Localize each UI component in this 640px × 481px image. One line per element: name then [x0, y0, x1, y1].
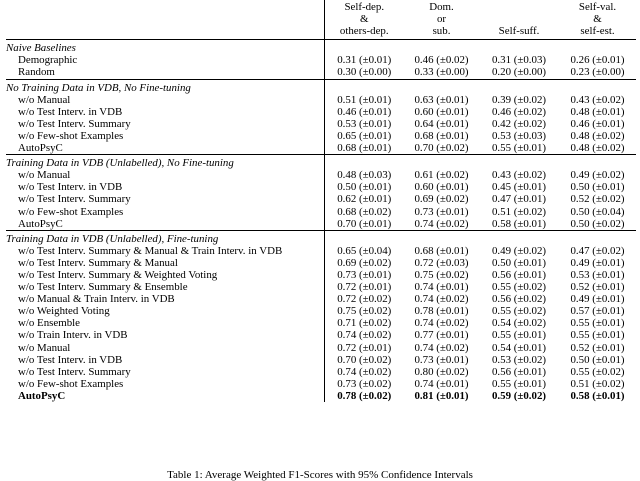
table-row [6, 269, 636, 281]
row-label: w/o Test Interv. Summary [18, 193, 131, 206]
table-row [6, 305, 636, 317]
table-cell: 0.23 (±0.00) [570, 66, 625, 79]
header-blank-cell [6, 0, 324, 40]
table-row [6, 169, 636, 181]
table-cell: 0.64 (±0.01) [414, 117, 469, 130]
table-cell: 0.71 (±0.02) [324, 317, 404, 329]
table-cell: 0.52 (±0.01) [570, 341, 625, 354]
table-caption: Table 1: Average Weighted F1-Scores with 95% Confidence Intervals [167, 469, 473, 481]
table-row [6, 317, 636, 329]
table-cell: 0.65 (±0.04) [324, 245, 404, 257]
section-title-spacer [404, 40, 479, 55]
table-cell: 0.55 (±0.01) [491, 142, 547, 155]
table-cell: 0.42 (±0.02) [491, 117, 547, 130]
table-cell: 0.74 (±0.01) [414, 377, 469, 390]
section-title-spacer [324, 230, 404, 245]
table-row [6, 106, 636, 118]
table-cell: 0.56 (±0.02) [491, 293, 547, 306]
table-row [6, 257, 636, 269]
table-cell: 0.70 (±0.02) [414, 142, 469, 155]
table-cell: 0.55 (±0.01) [570, 329, 625, 342]
header-self-dep: Self-dep. & others-dep. [324, 0, 404, 40]
table-row [6, 218, 636, 231]
table-cell: 0.50 (±0.01) [570, 181, 625, 194]
table-cell: 0.58 (±0.01) [491, 217, 547, 230]
row-label: w/o Few-shot Examples [18, 205, 124, 218]
table-row [6, 130, 636, 142]
section-title-spacer [479, 155, 559, 170]
table-cell: 0.50 (±0.01) [324, 181, 404, 193]
table-cell: 0.50 (±0.01) [491, 256, 547, 269]
table-cell: 0.57 (±0.01) [570, 305, 625, 318]
table-cell: 0.55 (±0.02) [570, 365, 625, 378]
section-title-spacer [559, 79, 636, 94]
table-cell: 0.52 (±0.02) [570, 193, 625, 206]
table-cell: 0.50 (±0.04) [570, 205, 625, 218]
row-label: w/o Test Interv. in VDB [18, 105, 123, 118]
results-table [6, 0, 636, 402]
table-cell: 0.78 (±0.01) [414, 305, 469, 318]
table-row [6, 142, 636, 155]
table-row [6, 378, 636, 390]
section-title-spacer [404, 230, 479, 245]
table-row [6, 366, 636, 378]
table-row [6, 293, 636, 305]
table-cell: 0.48 (±0.01) [570, 105, 625, 118]
table-cell: 0.43 (±0.02) [491, 169, 547, 182]
table-row [6, 245, 636, 257]
table-cell: 0.81 (±0.01) [414, 389, 469, 402]
table-cell: 0.74 (±0.02) [414, 317, 469, 330]
table-cell: 0.73 (±0.02) [324, 378, 404, 390]
section-title: No Training Data in VDB, No Fine-tuning [6, 79, 324, 94]
section-title-spacer [559, 230, 636, 245]
table-cell: 0.68 (±0.02) [324, 206, 404, 218]
table-cell: 0.69 (±0.02) [324, 257, 404, 269]
row-label: w/o Train Interv. in VDB [18, 329, 128, 342]
table-row [6, 181, 636, 193]
table-cell: 0.58 (±0.01) [570, 389, 625, 402]
table-cell: 0.68 (±0.01) [414, 244, 469, 257]
table-cell: 0.49 (±0.01) [570, 293, 625, 306]
table-cell: 0.53 (±0.02) [491, 353, 547, 366]
table-cell: 0.30 (±0.00) [324, 66, 404, 79]
row-label: w/o Test Interv. Summary & Weighted Voting [18, 268, 218, 281]
table-row [6, 329, 636, 341]
table-cell: 0.72 (±0.02) [324, 293, 404, 305]
table-cell: 0.74 (±0.02) [324, 366, 404, 378]
section-title-spacer [324, 155, 404, 170]
table-cell: 0.53 (±0.01) [324, 118, 404, 130]
table-cell: 0.33 (±0.00) [414, 66, 469, 79]
section-title-spacer [324, 40, 404, 55]
header-self-suff: Self-suff. [498, 25, 540, 38]
table-cell: 0.55 (±0.01) [491, 329, 547, 342]
table-cell: 0.70 (±0.02) [324, 354, 404, 366]
section-title: Training Data in VDB (Unlabelled), Fine-tuning [6, 230, 324, 245]
table-cell: 0.43 (±0.02) [570, 93, 625, 106]
row-label: w/o Manual [18, 169, 71, 182]
table-cell: 0.56 (±0.01) [491, 365, 547, 378]
table-cell: 0.63 (±0.01) [414, 93, 469, 106]
table-cell: 0.70 (±0.01) [324, 218, 404, 231]
table-cell: 0.45 (±0.01) [491, 181, 547, 194]
table-cell: 0.46 (±0.01) [324, 106, 404, 118]
row-label: w/o Test Interv. Summary [18, 365, 131, 378]
section-title-spacer [479, 79, 559, 94]
table-header-row [6, 0, 636, 40]
section-title-spacer [324, 79, 404, 94]
table-cell: 0.54 (±0.01) [491, 341, 547, 354]
table-cell: 0.51 (±0.01) [324, 94, 404, 106]
table-cell: 0.46 (±0.02) [491, 105, 547, 118]
table-cell: 0.74 (±0.01) [414, 281, 469, 294]
table-cell: 0.62 (±0.01) [324, 193, 404, 205]
row-label: Demographic [18, 54, 78, 67]
table-cell: 0.77 (±0.01) [414, 329, 469, 342]
section-title: Naive Baselines [6, 40, 324, 55]
table-cell: 0.65 (±0.01) [324, 130, 404, 142]
section-title-spacer [559, 155, 636, 170]
table-cell: 0.74 (±0.02) [414, 293, 469, 306]
table-cell: 0.69 (±0.02) [414, 193, 469, 206]
table-cell: 0.55 (±0.02) [491, 305, 547, 318]
row-label: w/o Test Interv. Summary & Manual [18, 256, 178, 269]
table-cell: 0.51 (±0.02) [491, 205, 547, 218]
table-cell: 0.74 (±0.02) [414, 217, 469, 230]
table-cell: 0.75 (±0.02) [414, 268, 469, 281]
header-dom-sub: Dom. or sub. [429, 1, 454, 38]
table-cell: 0.74 (±0.02) [324, 329, 404, 341]
table-cell: 0.51 (±0.02) [570, 377, 625, 390]
header-self-val: Self-val. & self-est. [578, 1, 617, 38]
table-cell: 0.20 (±0.00) [491, 66, 547, 79]
section-title-row [6, 40, 636, 55]
row-label: w/o Test Interv. Summary & Ensemble [18, 281, 188, 294]
table-cell: 0.46 (±0.02) [414, 54, 469, 67]
row-label: w/o Weighted Voting [18, 305, 110, 318]
table-cell: 0.49 (±0.02) [491, 244, 547, 257]
table-cell: 0.52 (±0.01) [570, 281, 625, 294]
table-cell: 0.68 (±0.01) [414, 129, 469, 142]
row-label: w/o Test Interv. Summary & Manual & Train Interv. in VDB [18, 244, 283, 257]
row-label: AutoPsyC [18, 389, 66, 402]
table-cell: 0.74 (±0.02) [414, 341, 469, 354]
row-label: w/o Test Interv. in VDB [18, 353, 123, 366]
table-cell: 0.50 (±0.01) [570, 353, 625, 366]
table-cell: 0.60 (±0.01) [414, 181, 469, 194]
section-title-row [6, 79, 636, 94]
table-cell: 0.68 (±0.01) [324, 142, 404, 155]
table-cell: 0.73 (±0.01) [324, 269, 404, 281]
section-title: Training Data in VDB (Unlabelled), No Fine-tuning [6, 155, 324, 170]
table-cell: 0.49 (±0.02) [570, 169, 625, 182]
row-label: w/o Test Interv. in VDB [18, 181, 123, 194]
table-cell: 0.54 (±0.02) [491, 317, 547, 330]
table-cell: 0.47 (±0.02) [570, 244, 625, 257]
row-label: w/o Few-shot Examples [18, 129, 124, 142]
section-title-spacer [559, 40, 636, 55]
row-label: w/o Manual [18, 341, 71, 354]
table-cell: 0.48 (±0.02) [570, 129, 625, 142]
table-cell: 0.46 (±0.01) [570, 117, 625, 130]
section-title-row [6, 155, 636, 170]
table-row [6, 118, 636, 130]
table-row [6, 54, 636, 66]
row-label: w/o Manual & Train Interv. in VDB [18, 293, 175, 306]
section-title-spacer [479, 230, 559, 245]
table-row [6, 354, 636, 366]
table-row [6, 390, 636, 402]
table-cell: 0.48 (±0.02) [570, 142, 625, 155]
table-cell: 0.72 (±0.03) [414, 256, 469, 269]
table-cell: 0.31 (±0.01) [324, 54, 404, 66]
table-cell: 0.55 (±0.02) [491, 281, 547, 294]
table-cell: 0.39 (±0.02) [491, 93, 547, 106]
table-row [6, 281, 636, 293]
table-row [6, 66, 636, 79]
table-cell: 0.26 (±0.01) [570, 54, 625, 67]
row-label: AutoPsyC [18, 217, 63, 230]
row-label: w/o Few-shot Examples [18, 377, 124, 390]
row-label: w/o Ensemble [18, 317, 81, 330]
table-cell: 0.56 (±0.01) [491, 268, 547, 281]
table-cell: 0.80 (±0.02) [414, 365, 469, 378]
results-table-container [6, 0, 636, 402]
table-cell: 0.78 (±0.02) [324, 390, 404, 402]
table-cell: 0.53 (±0.03) [491, 129, 547, 142]
row-label: w/o Manual [18, 93, 71, 106]
table-row [6, 342, 636, 354]
table-cell: 0.31 (±0.03) [491, 54, 547, 67]
table-cell: 0.73 (±0.01) [414, 205, 469, 218]
section-title-row [6, 230, 636, 245]
table-cell: 0.61 (±0.02) [414, 169, 469, 182]
table-cell: 0.60 (±0.01) [414, 105, 469, 118]
table-cell: 0.59 (±0.02) [491, 389, 547, 402]
table-row [6, 193, 636, 205]
table-cell: 0.73 (±0.01) [414, 353, 469, 366]
table-cell: 0.50 (±0.02) [570, 217, 625, 230]
row-label: Random [18, 66, 55, 79]
table-cell: 0.53 (±0.01) [570, 268, 625, 281]
table-cell: 0.47 (±0.01) [491, 193, 547, 206]
row-label: w/o Test Interv. Summary [18, 117, 131, 130]
section-title-spacer [479, 40, 559, 55]
table-cell: 0.72 (±0.01) [324, 281, 404, 293]
table-cell: 0.72 (±0.01) [324, 342, 404, 354]
table-row [6, 206, 636, 218]
section-title-spacer [404, 155, 479, 170]
section-title-spacer [404, 79, 479, 94]
table-cell: 0.55 (±0.01) [491, 377, 547, 390]
table-cell: 0.49 (±0.01) [570, 256, 625, 269]
table-row [6, 94, 636, 106]
table-cell: 0.75 (±0.02) [324, 305, 404, 317]
table-cell: 0.48 (±0.03) [324, 169, 404, 181]
table-cell: 0.55 (±0.01) [570, 317, 625, 330]
row-label: AutoPsyC [18, 142, 63, 155]
table-body [6, 40, 636, 402]
